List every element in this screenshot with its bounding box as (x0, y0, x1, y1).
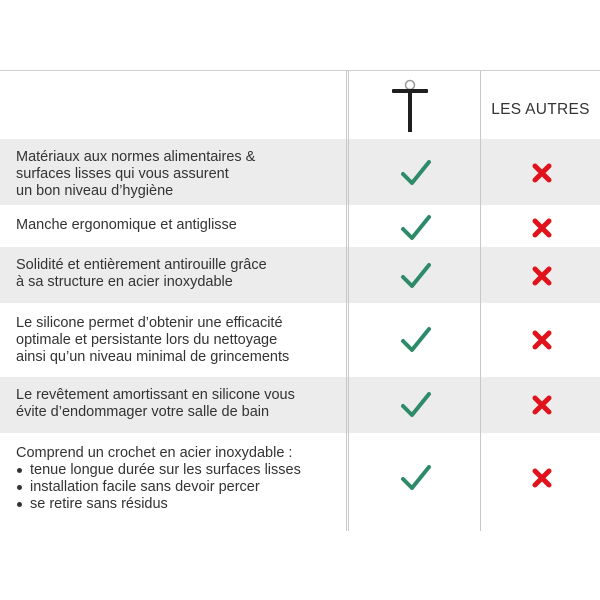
column-divider (346, 71, 347, 531)
others-header: LES AUTRES (491, 101, 590, 118)
feature-text: Le silicone permet d’obtenir une efficacité optimale et persistante lors du nettoyage ainsi qu’un niveau minimal de grincements (16, 315, 290, 365)
squeegee-icon (388, 79, 432, 135)
check-icon (400, 213, 432, 243)
cross-icon (531, 265, 553, 287)
table-row (0, 433, 600, 531)
bullet-item: se retire sans résidus (16, 496, 338, 513)
table-row (0, 205, 600, 247)
table-row (0, 377, 600, 433)
cross-icon (531, 217, 553, 239)
cross-icon (531, 394, 553, 416)
feature-text: Comprend un crochet en acier inoxydable : tenue longue durée sur les surfaces lisses installation facile sans devoir percer se retire sans résidus (16, 445, 338, 513)
table-row (0, 247, 600, 303)
table-row (0, 303, 600, 377)
check-icon (400, 463, 432, 493)
feature-text: Matériaux aux normes alimentaires & surfaces lisses qui vous assurent un bon niveau d’hygiène (16, 149, 256, 199)
column-divider (348, 71, 349, 531)
feature-text: Solidité et entièrement antirouille grâce à sa structure en acier inoxydable (16, 257, 267, 290)
header-row (0, 71, 600, 139)
table-row (0, 139, 600, 205)
cross-icon (531, 162, 553, 184)
check-icon (400, 325, 432, 355)
feature-bullets (16, 462, 338, 513)
check-icon (400, 158, 432, 188)
bullet-item: installation facile sans devoir percer (16, 479, 338, 496)
cross-icon (531, 467, 553, 489)
comparison-table (0, 70, 600, 531)
check-icon (400, 390, 432, 420)
feature-text: Le revêtement amortissant en silicone vous évite d’endommager votre salle de bain (16, 387, 295, 420)
check-icon (400, 261, 432, 291)
bullet-item: tenue longue durée sur les surfaces lisses (16, 462, 338, 479)
feature-text: Manche ergonomique et antiglisse (16, 217, 237, 233)
cross-icon (531, 329, 553, 351)
column-divider (480, 71, 481, 531)
